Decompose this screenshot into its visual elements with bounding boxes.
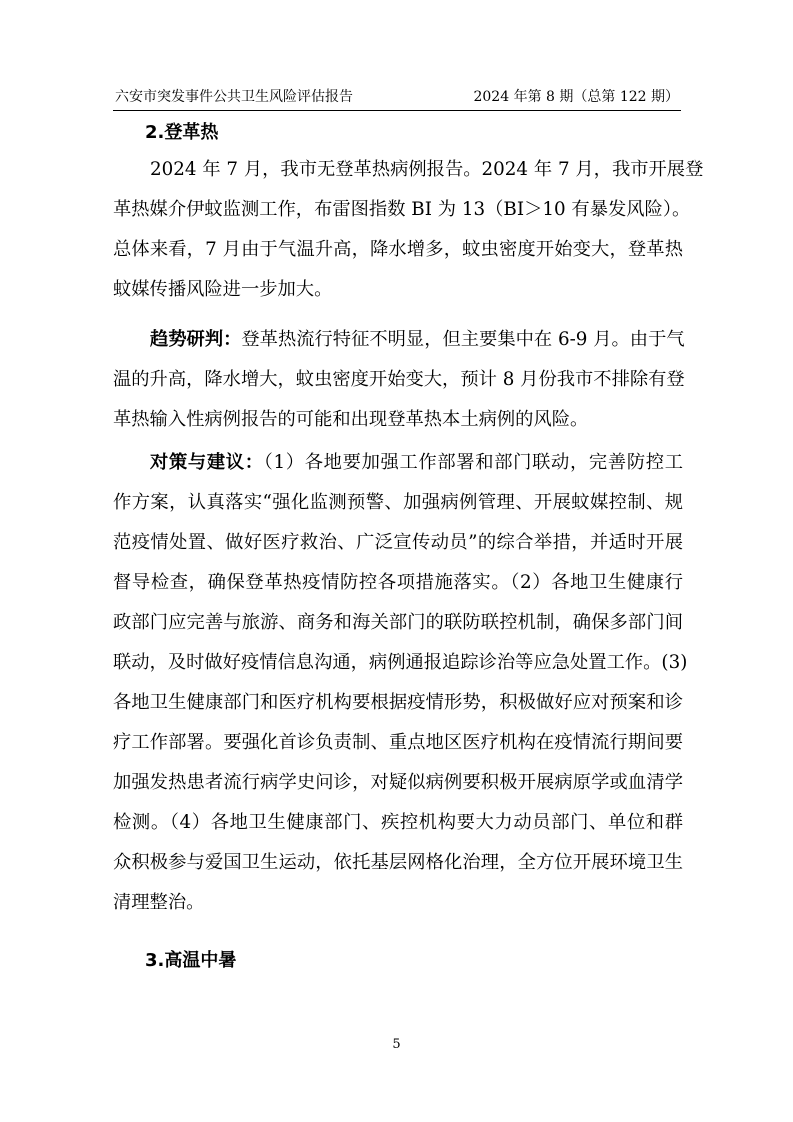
trend-text: 登革热流行特征不明显，但主要集中在 6-9 月。由于气: [241, 329, 685, 350]
text-line: 革热媒介伊蚊监测工作，布雷图指数 BI 为 13（BI＞10 有暴发风险）。: [113, 199, 691, 220]
text-line: 2024 年 7 月，我市无登革热病例报告。2024 年 7 月，我市开展登: [150, 159, 704, 180]
header-issue-number: 2024 年第 8 期（总第 122 期）: [473, 89, 679, 105]
text-line: 督导检查，确保登革热疫情防控各项措施落实。（2）各地卫生健康行: [113, 572, 683, 593]
header-report-title: 六安市突发事件公共卫生风险评估报告: [115, 89, 353, 105]
text-line: [113, 320, 683, 360]
text-line: 清理整治。: [113, 892, 205, 913]
text-line: 总体来看，7 月由于气温升高，降水增多，蚊虫密度开始变大，登革热: [113, 239, 683, 260]
text-line: 范疫情处置、做好医疗救治、广泛宣传动员”的综合举措，并适时开展: [113, 532, 683, 553]
text-line: [113, 443, 683, 483]
text-line: 加强发热患者流行病学史问诊，对疑似病例要积极开展病原学或血清学: [113, 772, 683, 793]
dengue-summary-paragraph: [113, 150, 704, 310]
trend-analysis-paragraph: [113, 320, 683, 440]
recommendations-paragraph: [113, 443, 688, 923]
text-line: 作方案，认真落实“强化监测预警、加强病例管理、开展蚊媒控制、规: [113, 492, 683, 513]
section-title-heatstroke: 3.高温中暑: [145, 950, 237, 971]
text-line: 温的升高，降水增大，蚊虫密度开始变大，预计 8 月份我市不排除有登: [113, 369, 685, 390]
advice-label: 对策与建议：: [150, 452, 264, 473]
page-number: 5: [392, 1037, 401, 1052]
running-header: [113, 88, 681, 111]
text-line: 疗工作部署。要强化首诊负责制、重点地区医疗机构在疫情流行期间要: [113, 732, 683, 753]
text-line: 各地卫生健康部门和医疗机构要根据疫情形势，积极做好应对预案和诊: [113, 692, 683, 713]
trend-label: 趋势研判：: [150, 329, 242, 350]
text-line: 政部门应完善与旅游、商务和海关部门的联防联控机制，确保多部门间: [113, 612, 683, 633]
text-line: 联动，及时做好疫情信息沟通，病例通报追踪诊治等应急处置工作。(3): [113, 652, 688, 673]
section-title-dengue: 2.登革热: [145, 122, 219, 143]
text-line: 检测。（4）各地卫生健康部门、疾控机构要大力动员部门、单位和群: [113, 812, 683, 833]
advice-text: （1）各地要加强工作部署和部门联动，完善防控工: [263, 452, 683, 473]
text-line: 众积极参与爱国卫生运动，依托基层网格化治理，全方位开展环境卫生: [113, 852, 683, 873]
text-line: 蚊媒传播风险进一步加大。: [113, 279, 333, 300]
text-line: 革热输入性病例报告的可能和出现登革热本土病例的风险。: [113, 409, 589, 430]
